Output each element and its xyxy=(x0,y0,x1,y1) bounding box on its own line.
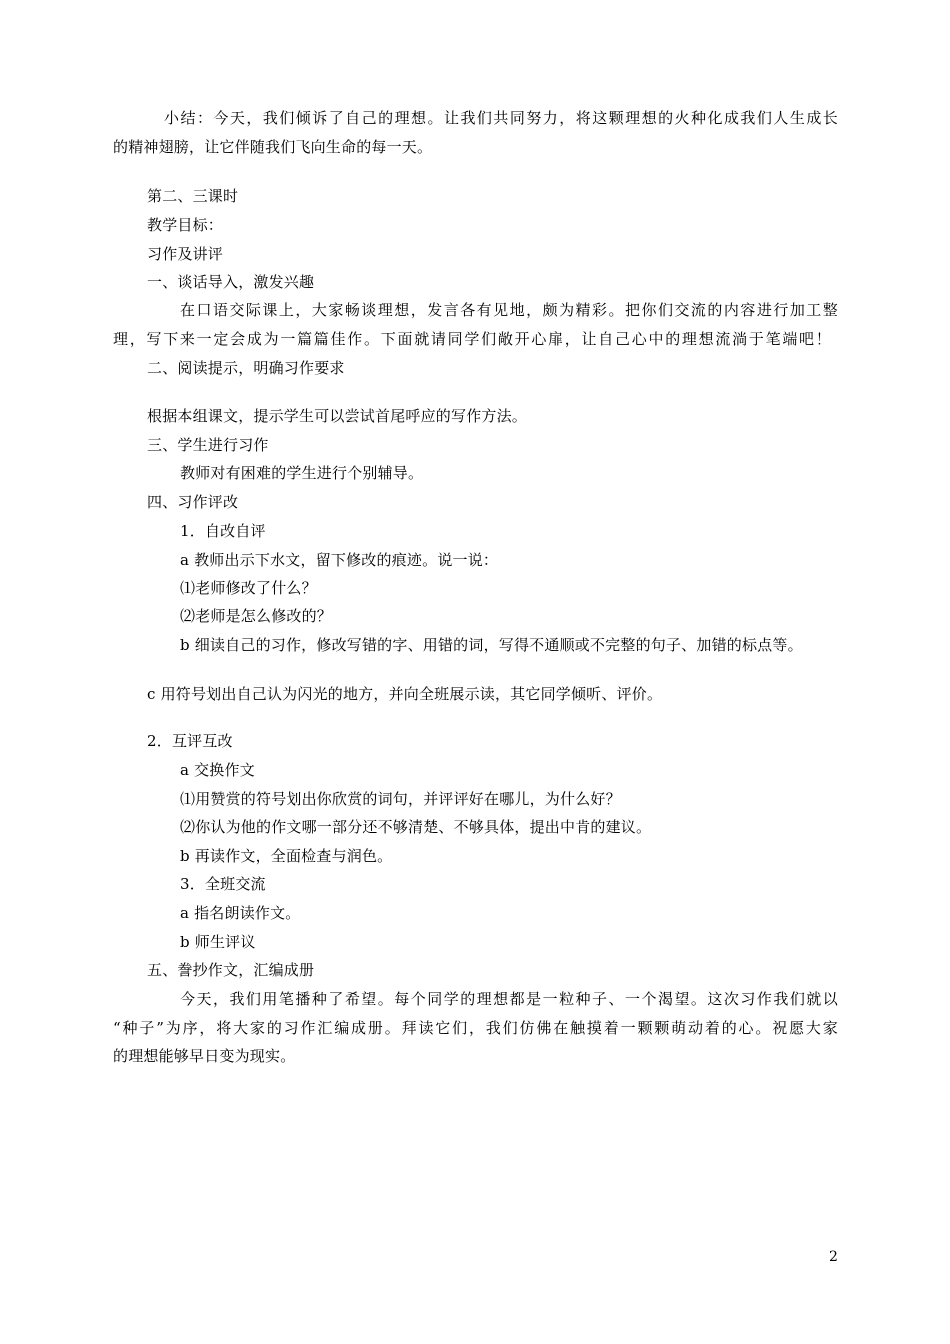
section-1-line-1: 在口语交际课上，大家畅谈理想，发言各有见地，颇为精彩。把你们交流的内容进行加工整 xyxy=(180,301,838,319)
section-2-text: 根据本组课文，提示学生可以尝试首尾呼应的写作方法。 xyxy=(147,407,528,425)
section-3-text: 教师对有困难的学生进行个别辅导。 xyxy=(180,464,424,482)
step-a-exchange: a 交换作文 xyxy=(180,761,255,779)
section-heading-5: 五、誊抄作文，汇编成册 xyxy=(147,961,315,979)
question-1: ⑴老师修改了什么？ xyxy=(180,579,317,597)
section-heading-1: 一、谈话导入，激发兴趣 xyxy=(147,273,315,291)
peer-question-1: ⑴用赞赏的符号划出你欣赏的词句，并评评好在哪儿，为什么好？ xyxy=(180,790,621,808)
page-number: 2 xyxy=(829,1249,838,1265)
section-5-line-2: “种子”为序，将大家的习作汇编成册。拜读它们，我们仿佛在触摸着一颗颗萌动着的心。祝愿大家 xyxy=(113,1019,838,1037)
peer-question-2: ⑵你认为他的作文哪一部分还不够清楚、不够具体，提出中肯的建议。 xyxy=(180,818,652,836)
step-a-read-aloud: a 指名朗读作文。 xyxy=(180,904,301,922)
teaching-goal-label: 教学目标： xyxy=(147,216,224,234)
step-a-teacher-sample: a 教师出示下水文，留下修改的痕迹。说一说： xyxy=(180,551,499,569)
summary-line-1: 小结：今天，我们倾诉了自己的理想。让我们共同努力，将这颗理想的火种化成我们人生成长 xyxy=(164,109,838,127)
step-c-highlight: c 用符号划出自己认为闪光的地方，并向全班展示读，其它同学倾听、评价。 xyxy=(147,685,663,703)
section-heading-2: 二、阅读提示，明确习作要求 xyxy=(147,359,345,377)
section-1-line-2: 理，写下来一定会成为一篇篇佳作。下面就请同学们敞开心扉，让自己心中的理想流淌于笔端吧！ xyxy=(113,330,831,348)
step-b-revise: b 细读自己的习作，修改写错的字、用错的词，写得不通顺或不完整的句子、加错的标点等。 xyxy=(180,636,803,654)
summary-line-2: 的精神翅膀，让它伴随我们飞向生命的每一天。 xyxy=(113,138,433,156)
lesson-heading: 第二、三课时 xyxy=(147,187,239,205)
subsection-self-review: 1．自改自评 xyxy=(180,522,266,540)
subsection-class-share: 3．全班交流 xyxy=(180,875,266,893)
section-5-line-1: 今天，我们用笔播种了希望。每个同学的理想都是一粒种子、一个渴望。这次习作我们就以 xyxy=(180,990,838,1008)
question-2: ⑵老师是怎么修改的？ xyxy=(180,607,333,625)
section-5-line-3: 的理想能够早日变为现实。 xyxy=(113,1047,296,1065)
section-heading-3: 三、学生进行习作 xyxy=(147,436,269,454)
subsection-peer-review: 2．互评互改 xyxy=(147,732,233,750)
step-b-evaluate: b 师生评议 xyxy=(180,933,256,951)
teaching-goal-text: 习作及讲评 xyxy=(147,245,224,263)
step-b-reread: b 再读作文，全面检查与润色。 xyxy=(180,847,393,865)
section-heading-4: 四、习作评改 xyxy=(147,493,239,511)
